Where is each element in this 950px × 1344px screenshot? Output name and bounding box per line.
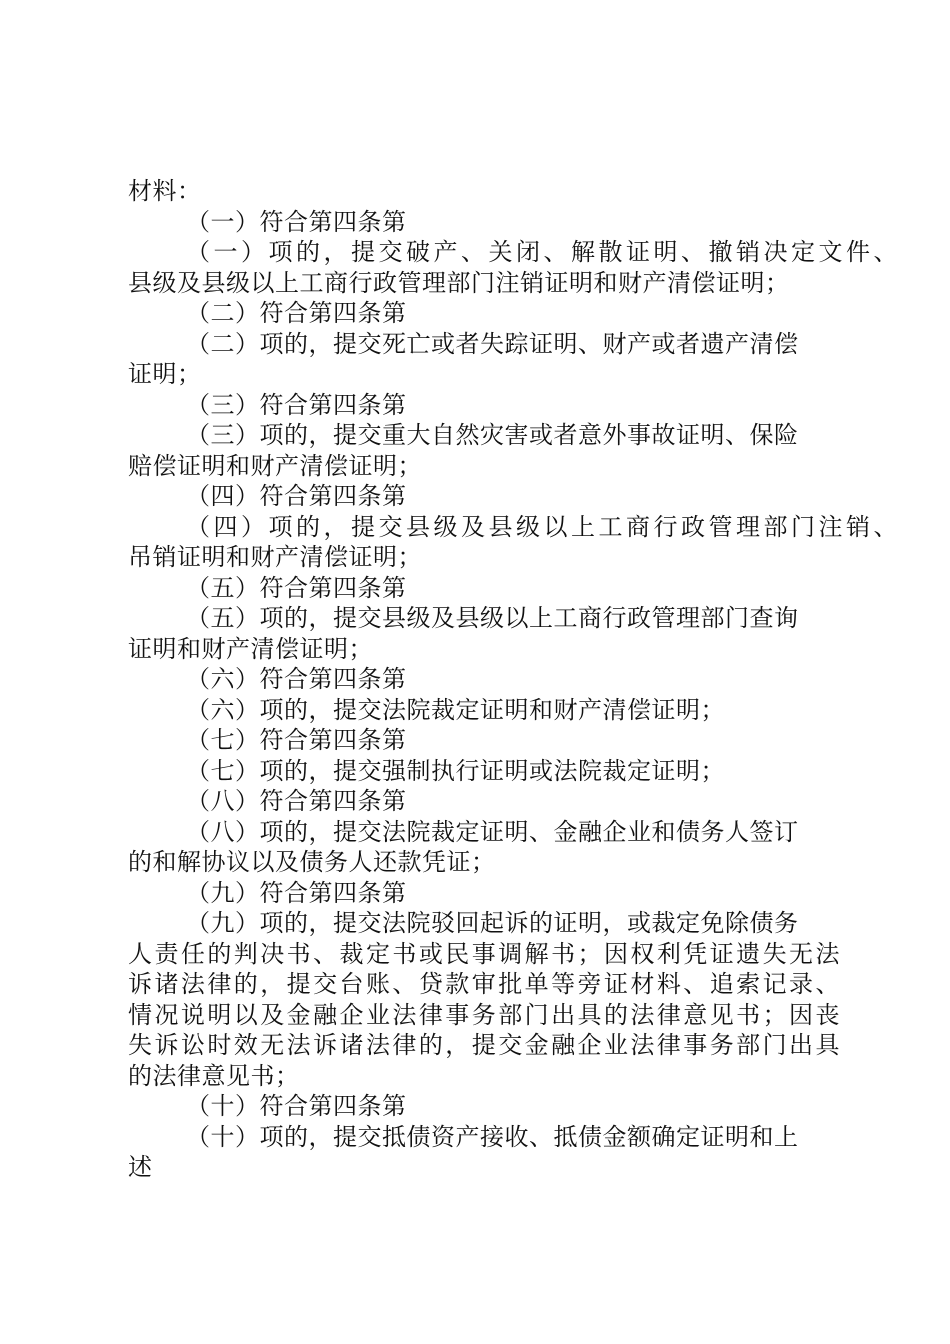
text-line: （二）符合第四条第	[186, 299, 407, 327]
text-line: （九）项的，提交法院驳回起诉的证明，或裁定免除债务	[186, 909, 799, 937]
text-line: （八）符合第四条第	[186, 787, 407, 815]
text-line: （四）符合第四条第	[186, 482, 407, 510]
text-line: 县级及县级以上工商行政管理部门注销证明和财产清偿证明；	[128, 268, 790, 297]
text-line: 吊销证明和财产清偿证明；	[128, 543, 422, 571]
text-line: （九）符合第四条第	[186, 878, 407, 907]
text-line: （五）项的，提交县级及县级以上工商行政管理部门查询	[186, 604, 799, 632]
text-line: （四）项的，提交县级及县级以上工商行政管理部门注销、	[186, 512, 898, 541]
text-line: （六）符合第四条第	[186, 665, 407, 693]
text-line: 的法律意见书；	[128, 1061, 300, 1090]
text-line: （十）项的，提交抵债资产接收、抵债金额确定证明和上	[186, 1122, 799, 1151]
text-line: （二）项的，提交死亡或者失踪证明、财产或者遗产清偿	[186, 329, 799, 358]
text-line: 材料：	[128, 177, 202, 205]
text-line: （五）符合第四条第	[186, 573, 407, 602]
text-line: 赔偿证明和财产清偿证明；	[128, 451, 422, 480]
text-line: （三）项的，提交重大自然灾害或者意外事故证明、保险	[186, 421, 799, 449]
text-line: 述	[128, 1153, 153, 1181]
text-line: 证明；	[128, 360, 202, 388]
text-line: 情况说明以及金融企业法律事务部门出具的法律意见书；因丧	[128, 1000, 840, 1029]
text-line: 证明和财产清偿证明；	[128, 634, 373, 663]
text-line: （一）符合第四条第	[186, 207, 407, 236]
text-line: 失诉讼时效无法诉诸法律的，提交金融企业法律事务部门出具	[128, 1031, 840, 1059]
text-line: 诉诸法律的，提交台账、贷款审批单等旁证材料、追索记录、	[128, 970, 840, 998]
text-line: （七）符合第四条第	[186, 726, 407, 754]
text-line: （六）项的，提交法院裁定证明和财产清偿证明；	[186, 695, 725, 724]
text-line: （一）项的，提交破产、关闭、解散证明、撤销决定文件、	[186, 238, 898, 266]
text-line: 人责任的判决书、裁定书或民事调解书；因权利凭证遗失无法	[128, 939, 840, 968]
text-line: 的和解协议以及债务人还款凭证；	[128, 848, 496, 876]
text-line: （七）项的，提交强制执行证明或法院裁定证明；	[186, 756, 725, 785]
text-line: （八）项的，提交法院裁定证明、金融企业和债务人签订	[186, 817, 799, 846]
document-body	[128, 176, 898, 1183]
text-line: （三）符合第四条第	[186, 390, 407, 419]
text-line: （十）符合第四条第	[186, 1092, 407, 1120]
